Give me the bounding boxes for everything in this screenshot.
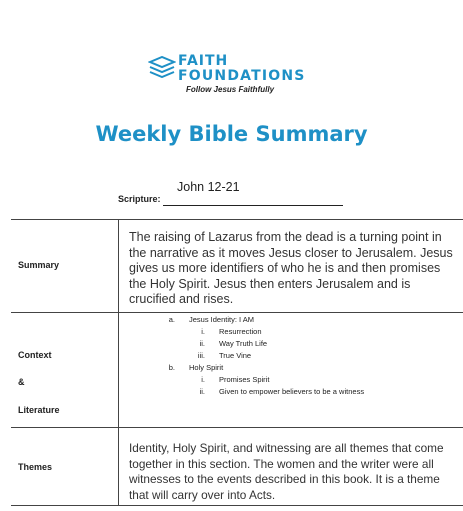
row-label-cell [11, 313, 119, 427]
scripture-value: John 12-21 [177, 180, 240, 194]
row-label-summary: Summary [18, 260, 60, 270]
scripture-underline [163, 205, 343, 206]
logo-wordmark-line1: FAITH [178, 53, 229, 69]
row-label-ampersand: & [18, 377, 25, 387]
page-title: Weekly Bible Summary [95, 122, 368, 146]
summary-table [11, 219, 463, 506]
scripture-field [118, 180, 358, 210]
row-label-themes: Themes [18, 462, 53, 472]
stacked-books-icon [148, 56, 176, 78]
row-label-cell [11, 220, 119, 312]
row-label-context: Context [18, 350, 52, 360]
row-label-cell [11, 428, 119, 505]
brand-logo [148, 53, 318, 97]
logo-wordmark-line2: FOUNDATIONS [178, 68, 306, 84]
outline-subitem: i. Promises Spirit [201, 375, 270, 384]
outline-subitem: ii. Given to empower believers to be a witness [199, 387, 365, 396]
table-row-themes [11, 428, 463, 506]
summary-text: The raising of Lazarus from the dead is a turning point in the narrative as it moves Jesus closer to Jerusalem. Jesus gives us more identifiers of who he is and then promises the Holy Spirit. Jesus then enters Jerusalem and is crucified and rises. [129, 230, 453, 306]
outline-item: b. Holy Spirit [168, 363, 224, 372]
outline-item: a. Jesus Identity: I AM [168, 315, 255, 324]
context-outline [118, 313, 463, 427]
table-row-context [11, 313, 463, 428]
outline-subitem: iii. True Vine [197, 351, 252, 360]
logo-tagline: Follow Jesus Faithfully [186, 85, 275, 94]
themes-text: Identity, Holy Spirit, and witnessing are all themes that come together in this section. The women and the writer were all witnesses to the events described in this book. It is a theme that will carry over into Acts. [129, 441, 444, 502]
row-label-literature: Literature [18, 405, 60, 415]
outline-subitem: ii. Way Truth Life [199, 339, 268, 348]
scripture-label: Scripture: [118, 194, 161, 204]
table-row-summary [11, 220, 463, 313]
outline-subitem: i. Resurrection [201, 327, 262, 336]
